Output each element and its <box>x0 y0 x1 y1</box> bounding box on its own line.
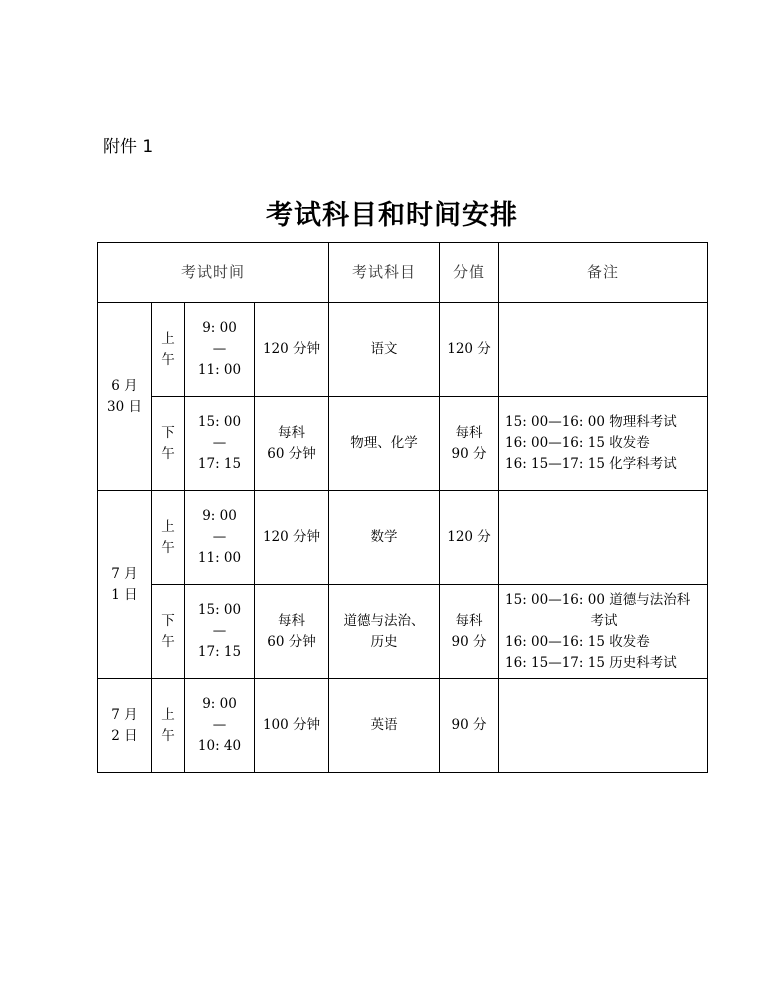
subject-cell: 语文 <box>329 303 440 397</box>
note-line: 考试 <box>590 612 618 629</box>
score-cell: 90 分 <box>440 679 499 773</box>
table-row <box>98 303 708 397</box>
header-subject: 考试科目 <box>329 243 440 303</box>
note-line: 16: 00—16: 15 收发卷 <box>505 633 650 650</box>
table-row <box>98 397 708 491</box>
header-exam-time: 考试时间 <box>98 243 329 303</box>
period-cell: 上 午 <box>152 679 185 773</box>
time-range-cell: 9: 00 — 11: 00 <box>185 303 255 397</box>
period-cell: 下 午 <box>152 397 185 491</box>
score-cell: 每科 90 分 <box>440 585 499 679</box>
date-cell: 7 月 1 日 <box>98 491 152 679</box>
period-cell: 下 午 <box>152 585 185 679</box>
subject-cell: 英语 <box>329 679 440 773</box>
header-score: 分值 <box>440 243 499 303</box>
table-row <box>98 491 708 585</box>
time-range-cell: 9: 00 — 11: 00 <box>185 491 255 585</box>
document-title: 考试科目和时间安排 <box>266 200 518 231</box>
duration-cell: 100 分钟 <box>255 679 329 773</box>
date-cell: 6 月 30 日 <box>98 303 152 491</box>
notes-cell <box>499 303 708 397</box>
note-line: 15: 00—16: 00 物理科考试 <box>505 414 677 430</box>
table-header-row <box>98 243 708 303</box>
note-line: 16: 00—16: 15 收发卷 <box>505 435 650 451</box>
attachment-label: 附件 1 <box>103 137 154 157</box>
time-range-cell: 15: 00 — 17: 15 <box>185 397 255 491</box>
note-line: 16: 15—17: 15 历史科考试 <box>505 654 677 671</box>
period-cell: 上 午 <box>152 303 185 397</box>
subject-cell: 道德与法治、 历史 <box>329 585 440 679</box>
subject-cell: 物理、化学 <box>329 397 440 491</box>
duration-cell: 120 分钟 <box>255 491 329 585</box>
score-cell: 120 分 <box>440 303 499 397</box>
notes-cell <box>499 679 708 773</box>
time-range-cell: 15: 00 — 17: 15 <box>185 585 255 679</box>
duration-cell: 每科 60 分钟 <box>255 585 329 679</box>
note-line: 15: 00—16: 00 道德与法治科 <box>505 591 691 608</box>
notes-cell <box>499 491 708 585</box>
score-cell: 120 分 <box>440 491 499 585</box>
time-range-cell: 9: 00 — 10: 40 <box>185 679 255 773</box>
table-row <box>98 679 708 773</box>
period-cell: 上 午 <box>152 491 185 585</box>
notes-cell <box>499 397 708 491</box>
header-notes: 备注 <box>499 243 708 303</box>
duration-cell: 120 分钟 <box>255 303 329 397</box>
table-row <box>98 585 708 679</box>
notes-cell <box>499 585 708 679</box>
exam-schedule-table <box>97 242 708 773</box>
duration-cell: 每科 60 分钟 <box>255 397 329 491</box>
subject-cell: 数学 <box>329 491 440 585</box>
score-cell: 每科 90 分 <box>440 397 499 491</box>
note-line: 16: 15—17: 15 化学科考试 <box>505 456 677 472</box>
date-cell: 7 月 2 日 <box>98 679 152 773</box>
